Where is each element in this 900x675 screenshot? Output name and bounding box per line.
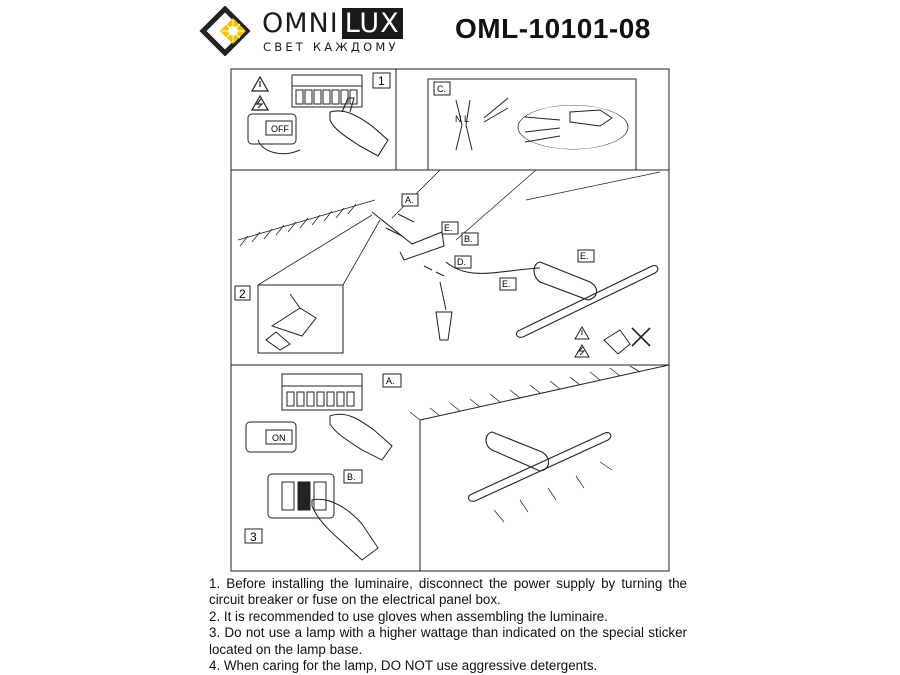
note-2: 2. It is recommended to use gloves when assembling the luminaire. — [209, 608, 608, 624]
callout-d: D. — [457, 257, 466, 267]
wire-connection-icon — [456, 98, 628, 150]
callout-e-top: E. — [444, 223, 453, 233]
wall-hatch — [410, 366, 640, 420]
breaker-panel-icon — [246, 374, 392, 460]
warning-icon — [575, 327, 589, 357]
switch-off-label: OFF — [271, 124, 289, 134]
note-3: 3. Do not use a lamp with a higher wattage than indicated on the special sticker located on the lamp base. — [209, 625, 687, 657]
callout-b-step3: B. — [347, 472, 356, 482]
breaker-panel-icon — [292, 75, 362, 107]
drill-icon — [266, 294, 316, 350]
wall-hatch — [238, 172, 660, 246]
callouts — [402, 194, 594, 290]
note-4: 4. When caring for the lamp, DO NOT use aggressive detergents. — [209, 658, 598, 674]
installation-notes — [209, 576, 687, 674]
brand-name: OMNI LUX — [262, 8, 403, 39]
mounting-bracket-icon — [372, 212, 452, 340]
step-label-1: 1 — [378, 74, 385, 88]
wall-switch-icon — [268, 474, 378, 560]
callout-a-step3: A. — [386, 376, 395, 386]
switch-on-label: ON — [272, 433, 286, 443]
luminaire-icon — [446, 262, 658, 337]
installed-luminaire-icon — [468, 432, 612, 522]
model-number: OML-10101-08 — [455, 13, 651, 44]
step-label-2: 2 — [239, 287, 246, 301]
callout-e-right: E. — [580, 251, 589, 261]
gloves-icon — [604, 328, 650, 354]
warning-icon — [252, 77, 268, 110]
wire-letters: N L — [455, 114, 470, 124]
note-1: 1. Before installing the luminaire, disconnect the power supply by turning the circuit breaker or fuse on the electrical panel box. — [209, 576, 687, 608]
callout-b: B. — [464, 234, 473, 244]
callout-e-left: E. — [502, 279, 511, 289]
brand-slogan: СВЕТ КАЖДОМУ — [263, 40, 399, 54]
step-label-3: 3 — [250, 530, 257, 544]
callout-c: C. — [437, 84, 446, 94]
callout-a: A. — [405, 195, 414, 205]
